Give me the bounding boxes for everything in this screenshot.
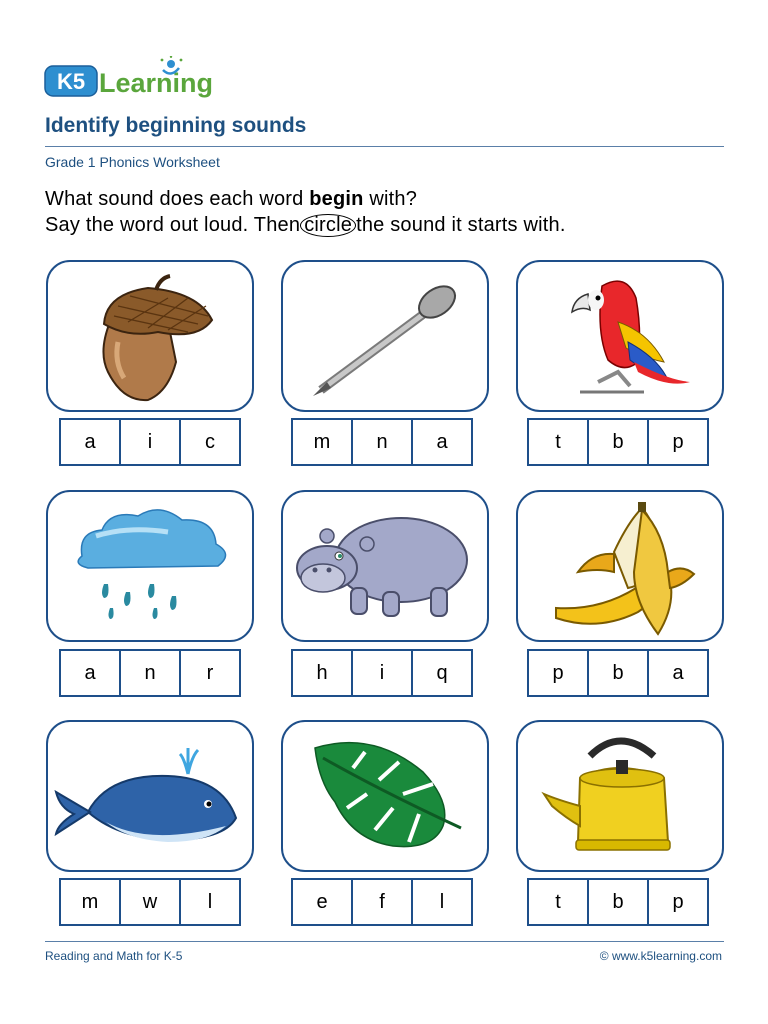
leaf-icon [283,722,487,870]
footer-divider [45,941,724,942]
instruction-line-2: Say the word out loud. Then circle the sound it starts with. [45,214,566,236]
nail-icon [283,262,487,410]
letter-choice[interactable]: p [672,890,684,913]
letter-choice[interactable]: m [61,880,121,924]
page-subtitle: Grade 1 Phonics Worksheet [45,154,220,170]
choice-row-4 [59,649,241,697]
picture-card-nail [281,260,489,412]
k5-learning-logo [44,56,224,100]
picture-card-leaf [281,720,489,872]
rain-cloud-icon [48,492,252,640]
choice-row-2 [291,418,473,466]
picture-card-acorn [46,260,254,412]
whale-icon [48,722,252,870]
letter-choice[interactable]: l [207,890,213,913]
choice-row-7 [59,878,241,926]
footer-tagline: Reading and Math for K-5 [45,949,183,963]
picture-card-hippo [281,490,489,642]
bold-word: begin [309,188,364,210]
letter-choice[interactable]: c [205,430,215,453]
letter-choice[interactable]: t [529,880,589,924]
letter-choice[interactable]: a [61,651,121,695]
letter-choice[interactable]: i [353,651,413,695]
banana-icon [518,492,722,640]
letter-choice[interactable]: m [293,420,353,464]
letter-choice[interactable]: w [121,880,181,924]
instruction-line-1: What sound does each word begin with? [45,188,418,210]
svg-text:Learning: Learning [99,68,214,98]
letter-choice[interactable]: b [589,651,649,695]
acorn-icon [48,262,252,410]
choice-row-5 [291,649,473,697]
letter-choice[interactable]: n [353,420,413,464]
letter-choice[interactable]: l [439,890,445,913]
footer-website[interactable]: © www.k5learning.com [599,949,722,963]
letter-choice[interactable]: f [353,880,413,924]
letter-choice[interactable]: a [672,661,684,684]
svg-text:K5: K5 [56,69,86,94]
teapot-icon [518,722,722,870]
letter-choice[interactable]: a [61,420,121,464]
letter-choice[interactable]: t [529,420,589,464]
letter-choice[interactable]: e [293,880,353,924]
parrot-icon [518,262,722,410]
picture-card-whale [46,720,254,872]
letter-choice[interactable]: p [672,430,684,453]
picture-card-parrot [516,260,724,412]
header-divider [45,146,724,147]
choice-row-6 [527,649,709,697]
picture-card-banana [516,490,724,642]
picture-card-teapot [516,720,724,872]
hippo-icon [283,492,487,640]
choice-row-8 [291,878,473,926]
letter-choice[interactable]: q [436,661,448,684]
choice-row-9 [527,878,709,926]
picture-card-rain [46,490,254,642]
letter-choice[interactable]: n [121,651,181,695]
letter-choice[interactable]: b [589,880,649,924]
choice-row-1 [59,418,241,466]
letter-choice[interactable]: b [589,420,649,464]
letter-choice[interactable]: p [529,651,589,695]
letter-choice[interactable]: r [206,661,214,684]
letter-choice[interactable]: i [121,420,181,464]
letter-choice[interactable]: a [436,430,448,453]
choice-row-3 [527,418,709,466]
circled-word: circle [300,214,356,237]
page-title: Identify beginning sounds [45,114,307,137]
letter-choice[interactable]: h [293,651,353,695]
